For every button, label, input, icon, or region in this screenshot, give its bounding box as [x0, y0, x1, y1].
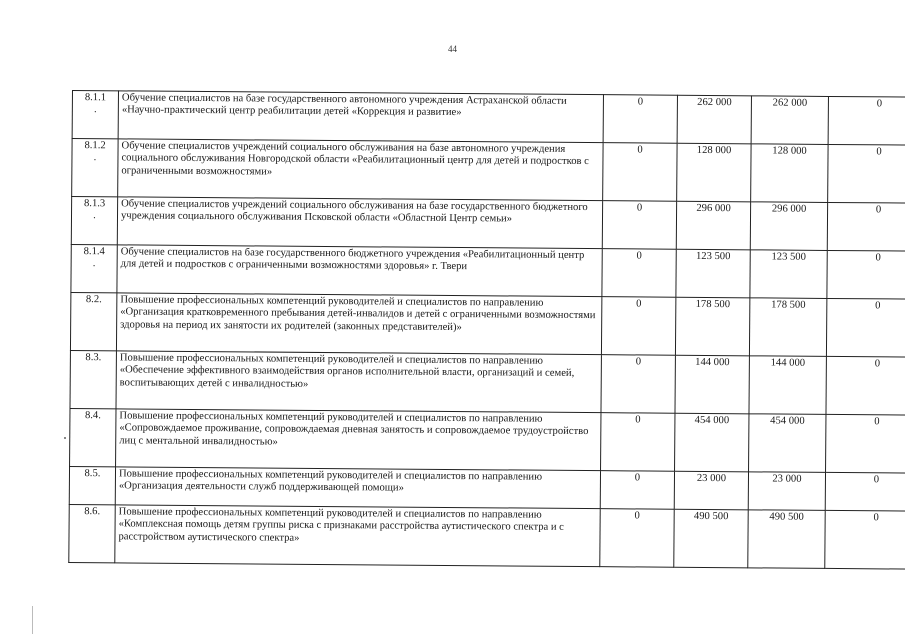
- value-col-2: 123 500: [676, 249, 750, 298]
- row-description: Обучение специалистов учреждений социального обслуживания на базе государственного бюджетного учреждения социального обслуживания Псковской области «Областной Центр семьи»: [117, 197, 602, 249]
- row-description: Обучение специалистов учреждений социального обслуживания на базе автономного учреждения социального обслуживания Новгородской области «Реабилитационный центр для детей и подростков с ограниченными возможностями»: [118, 139, 603, 201]
- table-row: [72, 91, 905, 146]
- value-col-1: 0: [601, 355, 675, 414]
- value-col-1: 0: [603, 95, 677, 144]
- row-description: Повышение профессиональных компетенций руководителей и специалистов по направлению «Сопровождаемое проживание, сопровождаемая дневная занятость и сопровождаемое трудоустройство лиц с ментальной инвалидностью»: [116, 409, 601, 471]
- value-col-2: 454 000: [675, 413, 749, 472]
- value-col-3: 128 000: [751, 144, 828, 203]
- value-col-3: 262 000: [751, 96, 828, 145]
- row-number: 8.1.4 .: [71, 244, 117, 292]
- value-col-2: 144 000: [675, 355, 749, 414]
- value-col-1: 0: [602, 249, 676, 298]
- row-description: Повышение профессиональных компетенций руководителей и специалистов по направлению «Обеспечение эффективного взаимодействия органов исполнительной власти, организаций и семей, воспитывающих детей с инвалидностью»: [116, 351, 601, 413]
- table-row: [70, 292, 905, 357]
- value-col-2: 128 000: [677, 143, 751, 202]
- value-col-4: 0: [825, 472, 905, 511]
- value-col-1: 0: [600, 509, 674, 568]
- row-number: 8.3.: [70, 350, 116, 408]
- value-col-2: 296 000: [676, 201, 750, 250]
- row-number: 8.2.: [70, 292, 116, 350]
- funding-table: [68, 90, 905, 570]
- value-col-3: 123 500: [750, 250, 827, 299]
- row-description: Повышение профессиональных компетенций руководителей и специалистов по направлению «Организация кратковременного пребывания детей-инвалидов и детей с ограниченными возможностями здоровья на период их занятости их родителей (законных представителей)»: [116, 293, 601, 355]
- page-number: 44: [448, 44, 457, 54]
- table-row: [70, 408, 905, 473]
- value-col-2: 178 500: [675, 297, 749, 356]
- scan-mark: [32, 606, 33, 634]
- value-col-4: 0: [826, 356, 905, 415]
- value-col-4: 0: [828, 96, 905, 145]
- value-col-4: 0: [826, 298, 905, 357]
- table-row: [72, 139, 905, 204]
- value-col-1: 0: [603, 143, 677, 202]
- row-number: 8.1.1 .: [72, 91, 118, 139]
- row-description: Обучение специалистов на базе государственного бюджетного учреждения «Реабилитационный центр для детей и подростков с ограниченными возможностями здоровья» г. Твери: [117, 245, 602, 297]
- value-col-4: 0: [826, 414, 905, 473]
- row-number: 8.4.: [70, 408, 116, 466]
- table-row: [71, 197, 905, 252]
- value-col-2: 23 000: [674, 471, 748, 510]
- value-col-3: 296 000: [750, 202, 827, 251]
- value-col-4: 0: [827, 250, 905, 299]
- row-number: 8.6.: [69, 504, 115, 562]
- value-col-2: 490 500: [674, 509, 748, 568]
- value-col-1: 0: [601, 297, 675, 356]
- table-row: [71, 244, 905, 299]
- row-number: 8.1.2 .: [72, 139, 118, 197]
- value-col-1: 0: [602, 201, 676, 250]
- row-number: 8.1.3 .: [71, 197, 117, 245]
- value-col-3: 490 500: [748, 510, 825, 569]
- value-col-1: 0: [601, 413, 675, 472]
- value-col-4: 0: [825, 510, 905, 569]
- row-description: Повышение профессиональных компетенций руководителей и специалистов по направлению «Организация деятельности служб поддерживающей помощи»: [115, 467, 600, 509]
- scan-mark: [64, 437, 66, 439]
- value-col-3: 144 000: [749, 356, 826, 415]
- value-col-3: 454 000: [749, 414, 826, 473]
- table-row: [70, 350, 905, 415]
- value-col-2: 262 000: [677, 95, 751, 144]
- value-col-1: 0: [600, 471, 674, 510]
- value-col-3: 23 000: [748, 472, 825, 511]
- value-col-4: 0: [828, 144, 905, 203]
- row-description: Повышение профессиональных компетенций руководителей и специалистов по направлению «Комплексная помощь детям группы риска с признаками расстройства аутистического спектра и с расстройством аутистического спектра»: [115, 505, 600, 567]
- row-description: Обучение специалистов на базе государственного автономного учреждения Астраханской области «Научно-практический центр реабилитации детей «Коррекция и развитие»: [118, 91, 603, 143]
- value-col-3: 178 500: [749, 298, 826, 357]
- table-row: [69, 504, 905, 569]
- row-number: 8.5.: [69, 466, 115, 504]
- value-col-4: 0: [827, 202, 905, 251]
